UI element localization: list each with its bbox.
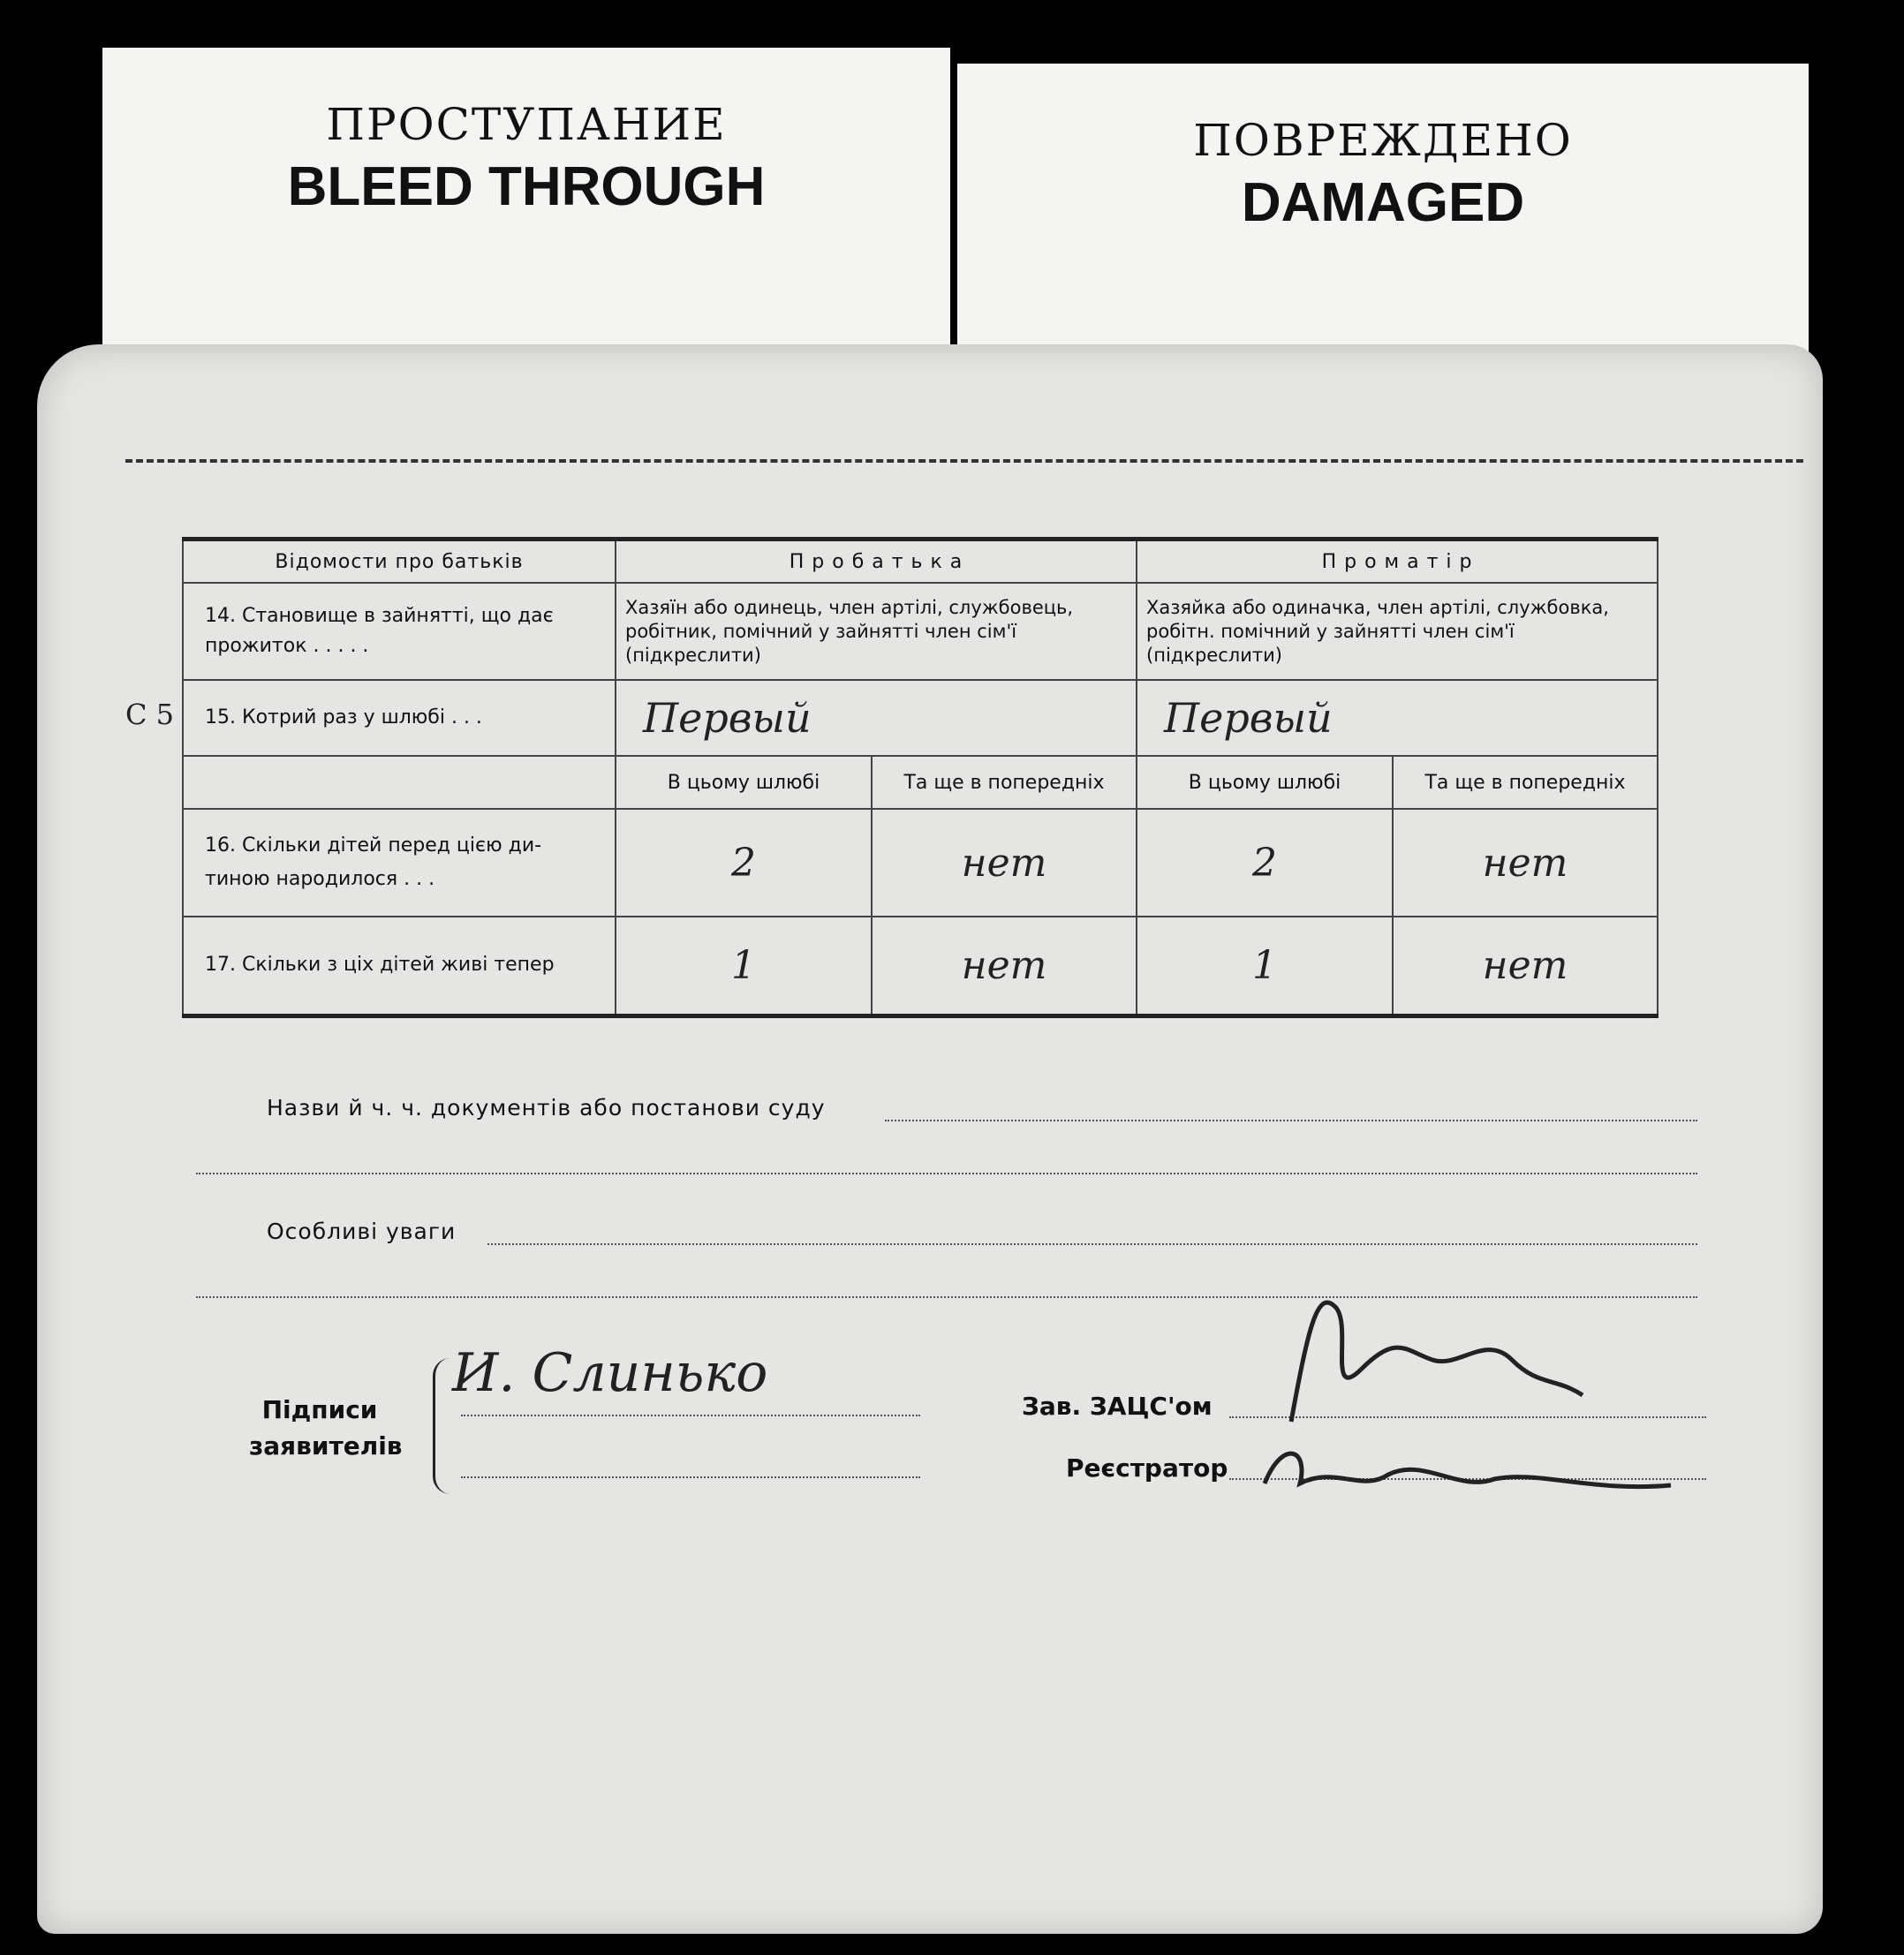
row14-label — [183, 583, 616, 680]
row16-label-line2: тиною народилося . . . — [205, 868, 435, 890]
margin-note: С 5 — [125, 698, 175, 731]
perforation-line — [125, 459, 1803, 463]
parents-table — [182, 537, 1658, 1018]
bleed-through-card — [102, 48, 950, 366]
header-father-text: П р о б а т ь к а — [789, 550, 963, 573]
subheader-blank — [183, 756, 616, 809]
row14-mother-options: Хазяйка або одиначка, член артілі, службовка, робітн. помічний у зайнятті член сім'ї (підкреслити) — [1137, 583, 1658, 680]
row16-father-this: 2 — [616, 809, 872, 917]
applicant-signature: И. Слинько — [452, 1342, 768, 1404]
header-father — [616, 540, 1137, 584]
table-row-15 — [183, 680, 1658, 756]
row16-father-previous: нет — [872, 809, 1137, 917]
subheader-father-previous: Та ще в попередніх — [872, 756, 1137, 809]
documents-dotline-1 — [885, 1120, 1697, 1121]
documents-dotline-2 — [196, 1173, 1697, 1174]
bleed-through-ru: ПРОСТУПАНИЕ — [326, 99, 727, 150]
applicants-label-line2: заявителів — [249, 1431, 403, 1461]
row16-mother-previous: нет — [1393, 809, 1658, 917]
applicants-label-line1: Підписи — [261, 1395, 378, 1424]
registrar-label: Реєстратор — [1066, 1453, 1228, 1483]
row15-mother-value: Первый — [1137, 680, 1658, 756]
row15-father-value: Первый — [616, 680, 1137, 756]
table-row-17 — [183, 917, 1658, 1015]
applicants-brace — [433, 1358, 453, 1494]
applicant-signature-line-1 — [461, 1415, 920, 1416]
header-mother-text: П р о м а т і р — [1321, 550, 1473, 573]
header-mother — [1137, 540, 1658, 584]
damaged-ru: ПОВРЕЖДЕНО — [1193, 115, 1573, 166]
header-parents-info: Відомости про батьків — [183, 540, 616, 584]
table-row-14 — [183, 583, 1658, 680]
row17-label: 17. Скільки з ціх дітей живі тепер — [183, 917, 616, 1015]
head-signature-scrawl — [1256, 1272, 1609, 1430]
row15-label: 15. Котрий раз у шлюбі . . . — [183, 680, 616, 756]
table-row-16 — [183, 809, 1658, 917]
parents-info-form — [182, 537, 1657, 1018]
remarks-dotline-1 — [487, 1243, 1697, 1245]
remarks-label: Особливі уваги — [267, 1219, 457, 1244]
row14-father-options: Хазяїн або одинець, член артілі, службовець, робітник, помічний у зайнятті член сім'ї (підкреслити) — [616, 583, 1137, 680]
row17-mother-previous: нет — [1393, 917, 1658, 1015]
row16-label — [183, 809, 616, 917]
table-subheader-row — [183, 756, 1658, 809]
row14-label-line1: 14. Становище в зайнятті, що дає — [205, 605, 554, 627]
head-label: Зав. ЗАЦС'ом — [1022, 1392, 1213, 1421]
subheader-father-this: В цьому шлюбі — [616, 756, 872, 809]
subheader-mother-previous: Та ще в попередніх — [1393, 756, 1658, 809]
row16-label-line1: 16. Скільки дітей перед цією ди- — [205, 834, 542, 857]
row17-father-previous: нет — [872, 917, 1137, 1015]
table-header-row — [183, 540, 1658, 584]
subheader-mother-this: В цьому шлюбі — [1137, 756, 1393, 809]
damaged-card — [957, 64, 1809, 381]
damaged-en: DAMAGED — [1241, 172, 1525, 233]
row14-label-line2: прожиток . . . . . — [205, 635, 369, 657]
row17-father-this: 1 — [616, 917, 872, 1015]
registrar-signature-scrawl — [1256, 1430, 1680, 1510]
applicant-signature-line-2 — [461, 1476, 920, 1478]
document-page — [37, 344, 1823, 1934]
row17-mother-this: 1 — [1137, 917, 1393, 1015]
applicants-label — [249, 1395, 403, 1461]
row16-mother-this: 2 — [1137, 809, 1393, 917]
documents-label: Назви й ч. ч. документів або постанови суду — [267, 1095, 826, 1121]
bleed-through-en: BLEED THROUGH — [287, 156, 766, 217]
